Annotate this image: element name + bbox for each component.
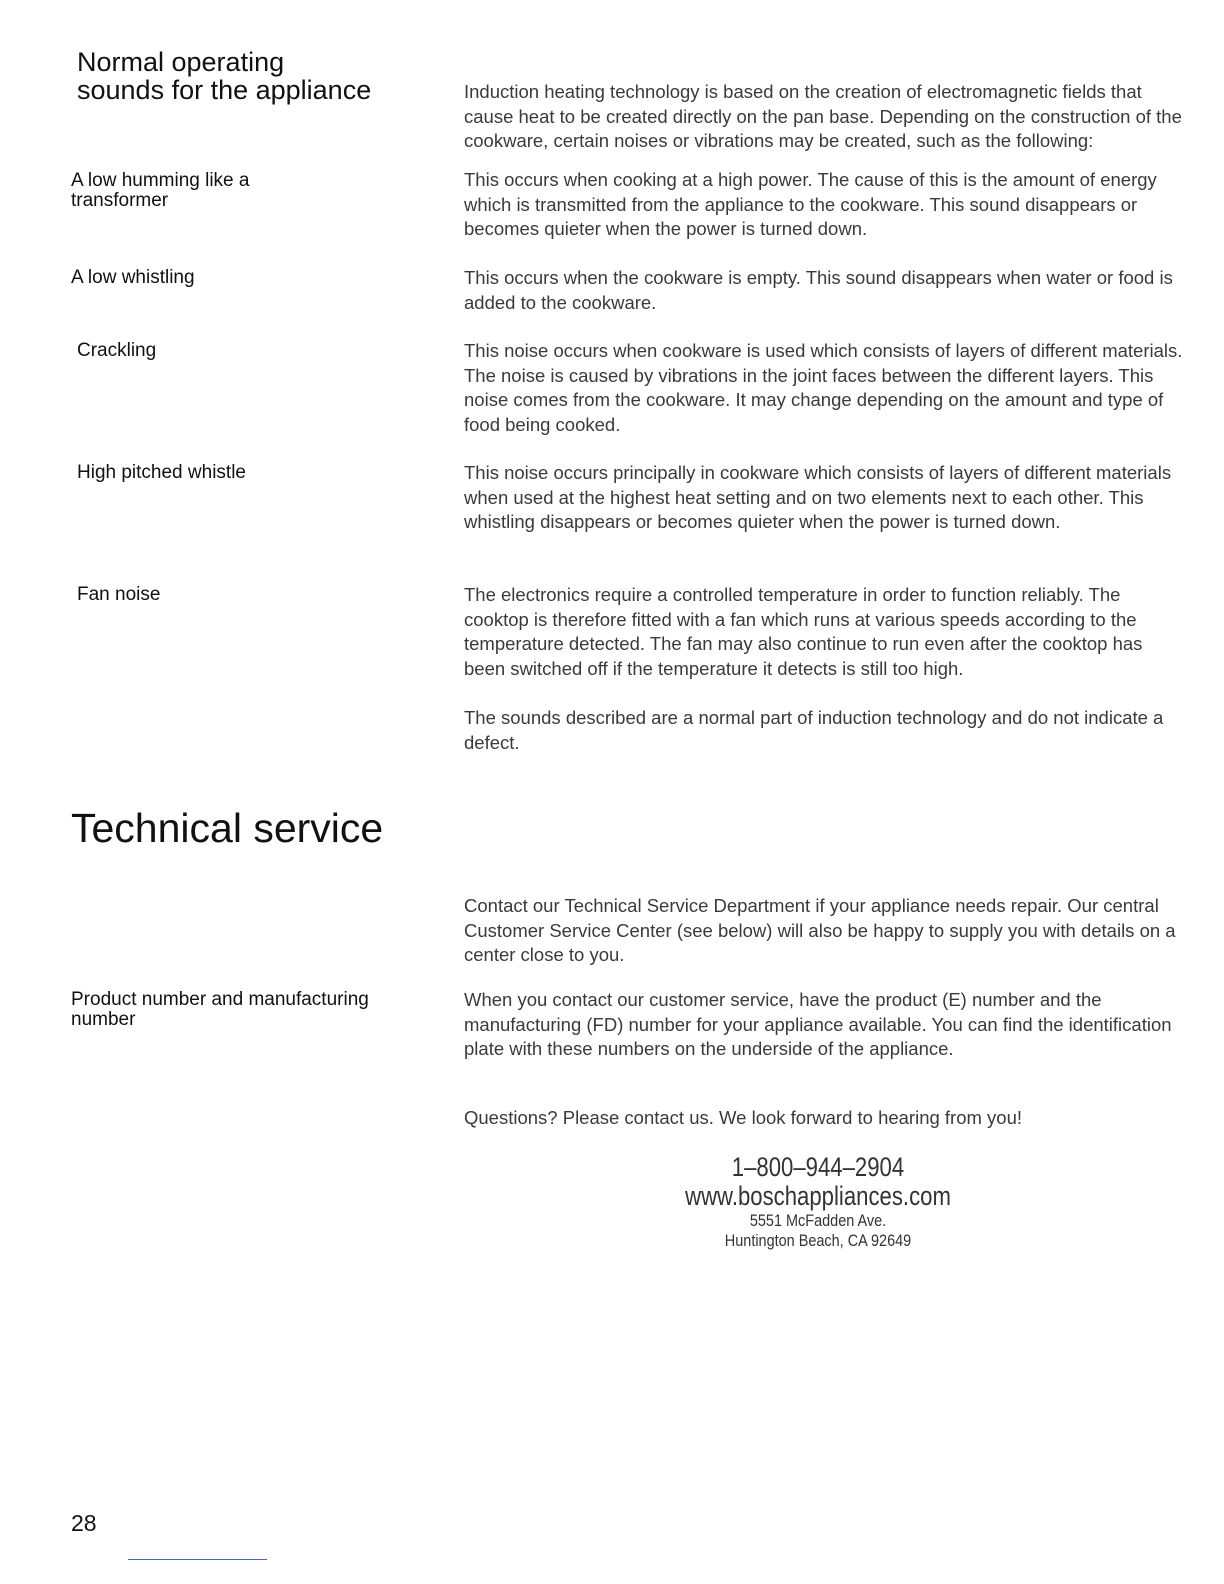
- item-text-humming: This occurs when cooking at a high power. The cause of this is the amount of energy which is transmitted from the appliance to the cookware. This sound disappears or becomes quieter when the power is turned down.: [464, 169, 1157, 239]
- item-text-crackling: This noise occurs when cookware is used which consists of layers of different materials. The noise is caused by vibrations in the joint faces between the different layers. This noise comes from the cookware. It may change depending on the amount and type of food being cooked.: [464, 340, 1183, 435]
- contact-phone: 1–800–944–2904: [731, 1152, 905, 1182]
- operating-sounds-closing: The sounds described are a normal part of induction technology and do not indicate a defect.: [464, 707, 1164, 753]
- contact-address-street: 5551 McFadden Ave.: [749, 1211, 887, 1230]
- footer-divider: [128, 1559, 267, 1560]
- item-label-crackling: Crackling: [77, 340, 157, 361]
- technical-service-intro: Contact our Technical Service Department if your appliance needs repair. Our central Customer Service Center (see below) will also be happy to supply you with details on a center close to you.: [464, 895, 1176, 965]
- item-label-humming: A low humming like a transformer: [71, 170, 250, 211]
- item-text-whistling: This occurs when the cookware is empty. This sound disappears when water or food is added to the cookware.: [464, 267, 1173, 313]
- product-number-label: Product number and manufacturing number: [71, 989, 369, 1030]
- section-title-technical-service: Technical service: [71, 805, 384, 851]
- page-number: 28: [71, 1510, 97, 1536]
- operating-sounds-intro: Induction heating technology is based on the creation of electromagnetic fields that cause heat to be created directly on the pan base. Depending on the construction of the cookware, certain noises or vibrations may be created, such as the following:: [464, 81, 1182, 151]
- item-label-fan-noise: Fan noise: [77, 584, 161, 605]
- section-title-operating-sounds: Normal operating sounds for the appliance: [77, 47, 372, 105]
- contact-address-city: Huntington Beach, CA 92649: [724, 1231, 912, 1250]
- item-label-high-whistle: High pitched whistle: [77, 462, 246, 483]
- item-text-fan-noise: The electronics require a controlled temperature in order to function reliably. The cooktop is therefore fitted with a fan which runs at various speeds according to the temperature detected. The fan may also continue to run even after the cooktop has been switched off if the temperature it detects is still too high.: [464, 584, 1143, 679]
- item-label-whistling: A low whistling: [71, 267, 195, 288]
- product-number-text: When you contact our customer service, have the product (E) number and the manufacturing (FD) number for your appliance available. You can find the identification plate with these numbers on the underside of the appliance.: [464, 989, 1172, 1059]
- item-text-high-whistle: This noise occurs principally in cookware which consists of layers of different materials when used at the highest heat setting and on two elements next to each other. This whistling disappears or becomes quieter when the power is turned down.: [464, 462, 1172, 532]
- contact-website: www.boschappliances.com: [685, 1181, 951, 1211]
- questions-text: Questions? Please contact us. We look forward to hearing from you!: [464, 1107, 1023, 1128]
